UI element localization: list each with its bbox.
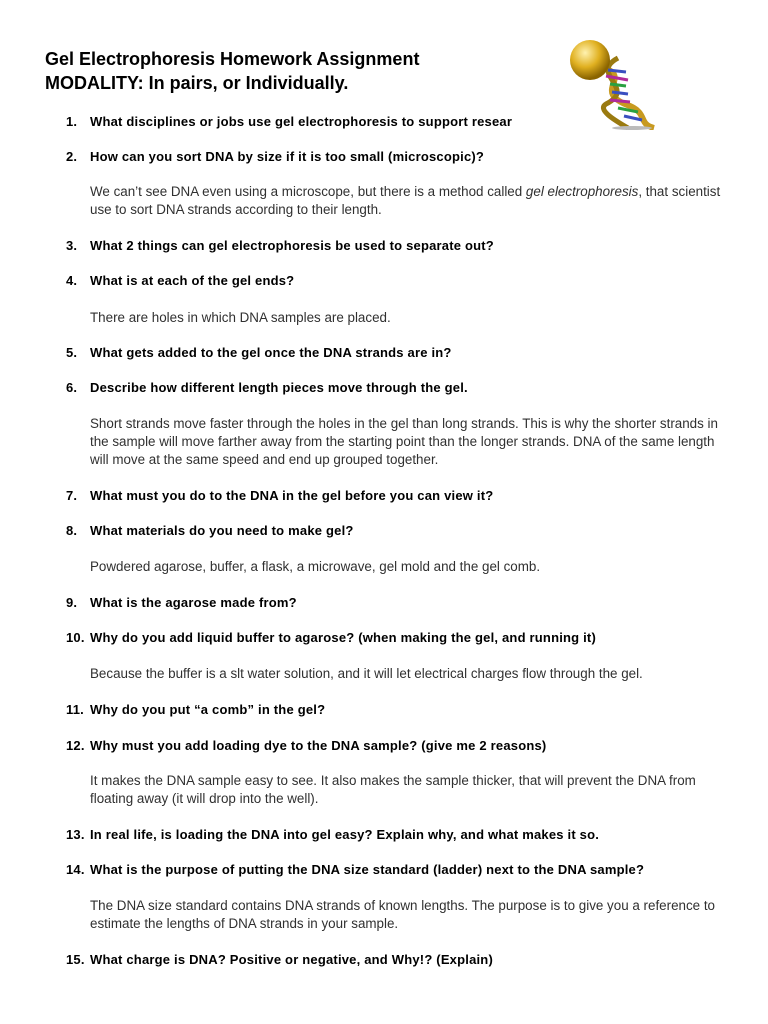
question-4: 4. What is at each of the gel ends? bbox=[66, 273, 295, 288]
question-6: 6. Describe how different length pieces move through the gel. bbox=[66, 380, 468, 395]
question-1: 1. What disciplines or jobs use gel electrophoresis to support resear bbox=[66, 114, 513, 129]
answer-4: There are holes in which DNA samples are placed. bbox=[90, 310, 391, 325]
question-5: 5. What gets added to the gel once the DNA strands are in? bbox=[66, 345, 452, 360]
question-8: 8. What materials do you need to make gel? bbox=[66, 523, 354, 538]
question-9: 9. What is the agarose made from? bbox=[66, 595, 297, 610]
question-13: 13. In real life, is loading the DNA into gel easy? Explain why, and what makes it so. bbox=[66, 827, 600, 842]
answer-10: Because the buffer is a slt water solution, and it will let electrical charges flow through the gel. bbox=[90, 666, 643, 681]
question-3: 3. What 2 things can gel electrophoresis be used to separate out? bbox=[66, 238, 494, 253]
question-10: 10. Why do you add liquid buffer to agarose? (when making the gel, and running it) bbox=[66, 630, 596, 645]
question-15: 15. What charge is DNA? Positive or negative, and Why!? (Explain) bbox=[66, 952, 493, 967]
answer-8: Powdered agarose, buffer, a flask, a microwave, gel mold and the gel comb. bbox=[90, 559, 541, 574]
question-7: 7. What must you do to the DNA in the gel before you can view it? bbox=[66, 488, 494, 503]
modality-subtitle: MODALITY: In pairs, or Individually. bbox=[45, 73, 349, 93]
answer-14: The DNA size standard contains DNA strands of known lengths. The purpose is to give you a reference to estimate the lengths of DNA strands in your sample. bbox=[90, 898, 715, 931]
answer-12: It makes the DNA sample easy to see. It also makes the sample thicker, that will prevent the DNA from floating away (it will drop into the well). bbox=[90, 773, 696, 806]
answer-6: Short strands move faster through the holes in the gel than long strands. This is why the shorter strands in the sample will move farther away from the starting point than the longer strands. DNA of the same length will move at the same speed and end up grouped together. bbox=[90, 416, 718, 467]
question-2: 2. How can you sort DNA by size if it is too small (microscopic)? bbox=[66, 149, 485, 164]
question-12: 12. Why must you add loading dye to the DNA sample? (give me 2 reasons) bbox=[66, 738, 547, 753]
page-title: Gel Electrophoresis Homework Assignment bbox=[45, 49, 420, 69]
question-11: 11. Why do you put “a comb” in the gel? bbox=[66, 702, 326, 717]
answer-2: We can’t see DNA even using a microscope, but there is a method called gel electrophoresis, that scientist use to sort DNA strands according to their length. bbox=[90, 184, 721, 217]
question-14: 14. What is the purpose of putting the DNA size standard (ladder) next to the DNA sample? bbox=[66, 862, 645, 877]
